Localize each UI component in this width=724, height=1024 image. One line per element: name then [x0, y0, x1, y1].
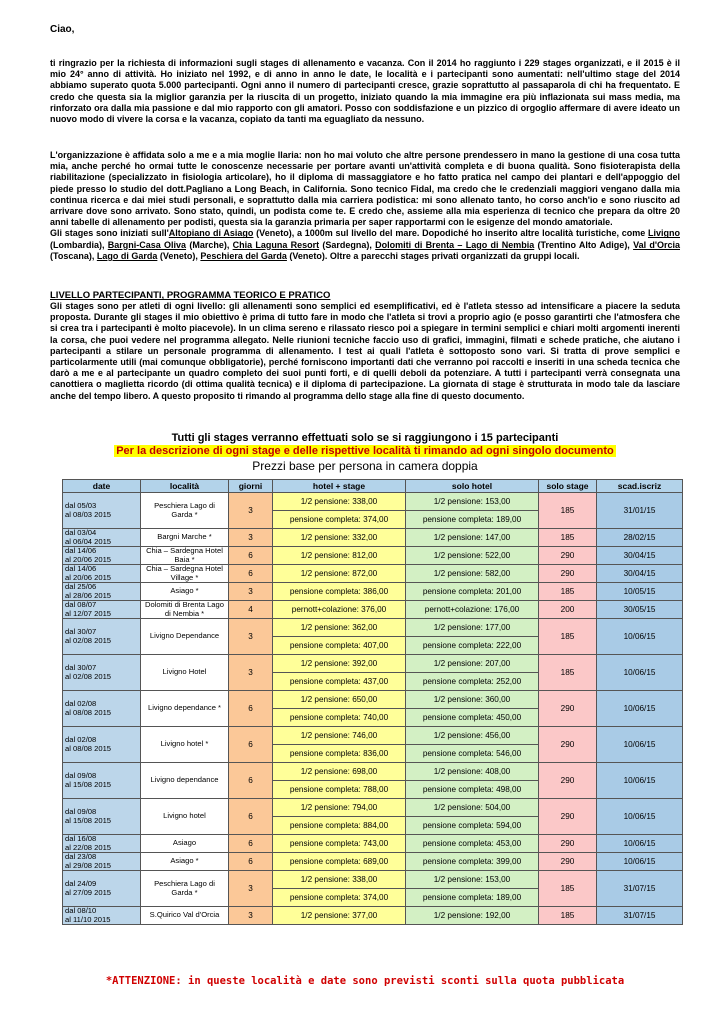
level-section-title: LIVELLO PARTECIPANTI, PROGRAMMA TEORICO E PRATICO	[50, 290, 331, 301]
registration-deadline: 10/06/15	[597, 799, 683, 835]
stage-days: 3	[229, 907, 273, 925]
stage-location: Peschiera Lago di Garda *	[141, 493, 229, 529]
column-header-stage-only: solo stage	[539, 480, 597, 493]
hotel-stage-price: 1/2 pensione: 338,00	[273, 493, 406, 511]
hotel-only-price: 1/2 pensione: 153,00	[406, 871, 539, 889]
organization-section	[50, 150, 680, 262]
locations-paragraph: Gli stages sono iniziati sull'Altopiano di Asiago (Veneto), a 1000m sul livello del mare. Dopodiché ho inserito altre località turistiche, come Livigno (Lombardia), Bargni-Casa Oliva (Marche), Chia Laguna Resort (Sardegna), Dolomiti di Brenta – Lago di Nembia (Trentino Alto Adige), Val d'Orcia (Toscana), Lago di Garda (Veneto), Peschiera del Garda (Veneto). Oltre a parecchi stages privati organizzati da gruppi locali.	[50, 228, 680, 261]
stage-days: 3	[229, 619, 273, 655]
stage-location: Livigno dependance	[141, 763, 229, 799]
stage-location: Livigno hotel *	[141, 727, 229, 763]
registration-deadline: 30/04/15	[597, 547, 683, 565]
hotel-only-price: pensione completa: 453,00	[406, 835, 539, 853]
table-header-row	[63, 480, 683, 493]
stage-location: Asiago	[141, 835, 229, 853]
hotel-only-price: 1/2 pensione: 456,00	[406, 727, 539, 745]
hotel-stage-price: 1/2 pensione: 332,00	[273, 529, 406, 547]
location-link-asiago[interactable]: Altopiano di Asiago	[168, 228, 254, 239]
hotel-stage-price: 1/2 pensione: 746,00	[273, 727, 406, 745]
hotel-stage-price: pensione completa: 374,00	[273, 511, 406, 529]
table-row	[63, 547, 683, 565]
stage-days: 6	[229, 853, 273, 871]
registration-deadline: 31/07/15	[597, 871, 683, 907]
stage-days: 4	[229, 601, 273, 619]
hotel-stage-price: pensione completa: 689,00	[273, 853, 406, 871]
stage-dates: dal 09/08 al 15/08 2015	[63, 763, 141, 799]
table-row	[63, 907, 683, 925]
intro-paragraph: ti ringrazio per la richiesta di informazioni sugli stages di allenamento e vacanza. Con il 2014 ho raggiunto i 229 stages organizzati, e il 2015 è il mio 24° anno di attività. Ho iniziato nel 1992, e di anno in anno le date, le località e i partecipanti sono aumentati: nell'ultimo stage del 2014 abbiamo superato quota 5.000 partecipanti. Ogni anno il numero di partecipanti cresce, grazie soprattutto al passaparola di chi ha frequentato. E credo che questa sia la miglior garanzia per la riuscita di un progetto, iniziato quando la mia immagine era più inflazionata sui mass media, ma rinforzato ora dalla mia passione e dal mio rapporto con gli amatori. Posso con soddisfazione e un pizzico di orgoglio affermare di avere ideato un nuovo modo di vivere la corsa e la vacanza, copiato da tanti ma eguagliato da nessuno.	[50, 58, 680, 125]
price-table-body	[63, 493, 683, 925]
hotel-only-price: 1/2 pensione: 153,00	[406, 493, 539, 511]
hotel-stage-price: 1/2 pensione: 872,00	[273, 565, 406, 583]
stage-days: 6	[229, 691, 273, 727]
registration-deadline: 31/01/15	[597, 493, 683, 529]
stage-dates: dal 08/07 al 12/07 2015	[63, 601, 141, 619]
stage-days: 6	[229, 799, 273, 835]
hotel-only-price: pensione completa: 201,00	[406, 583, 539, 601]
stage-only-price: 185	[539, 493, 597, 529]
hotel-stage-price: 1/2 pensione: 338,00	[273, 871, 406, 889]
stage-days: 3	[229, 655, 273, 691]
registration-deadline: 30/05/15	[597, 601, 683, 619]
min-participants-heading: Tutti gli stages verranno effettuati solo se si raggiungono i 15 partecipanti	[171, 432, 559, 444]
hotel-stage-price: 1/2 pensione: 812,00	[273, 547, 406, 565]
hotel-stage-price: 1/2 pensione: 650,00	[273, 691, 406, 709]
hotel-stage-price: 1/2 pensione: 392,00	[273, 655, 406, 673]
stage-only-price: 185	[539, 871, 597, 907]
stage-dates: dal 03/04 al 06/04 2015	[63, 529, 141, 547]
hotel-only-price: 1/2 pensione: 207,00	[406, 655, 539, 673]
stage-days: 6	[229, 727, 273, 763]
stage-dates: dal 16/08 al 22/08 2015	[63, 835, 141, 853]
stage-location: Dolomiti di Brenta Lago di Nembia *	[141, 601, 229, 619]
registration-deadline: 10/06/15	[597, 619, 683, 655]
stage-location: Livigno hotel	[141, 799, 229, 835]
table-row	[63, 835, 683, 853]
stage-dates: dal 05/03 al 08/03 2015	[63, 493, 141, 529]
hotel-stage-price: pensione completa: 788,00	[273, 781, 406, 799]
location-link-bargni[interactable]: Bargni-Casa Oliva	[107, 239, 187, 250]
hotel-stage-price: 1/2 pensione: 698,00	[273, 763, 406, 781]
location-link-peschiera[interactable]: Peschiera del Garda	[200, 250, 287, 261]
table-row	[63, 853, 683, 871]
organization-paragraph: L'organizzazione è affidata solo a me e a mia moglie Ilaria: non ho mai voluto che altre persone prendessero in mano la gestione di una cosa tutta mia, anche perché ho ormai tutte le conoscenze necessarie per portare avanti un'attività completa e di buona qualità. Sono fisioterapista della riabilitazione (specializzato in fisiologia articolare), ho il diploma di massaggiatore e ho fatto pratica nel campo dei plantari e dell'appoggio del piede presso lo studio del dott.Pagliano a Long Beach, in California. Sono tecnico Fidal, ma credo che le credenziali maggiori vengano dalla mia continua ricerca e dai miei studi personali, e soprattutto dalla mia carriera podistica: mi sono allenato tanto, ho corso anch'io e sono riuscito ad arrivare dove sono arrivato. Sono stato, quindi, un podista come te. E credo che, assieme alla mia esperienza di tecnico che prepara da oltre 20 anni tabelle di allenamento per podisti, questa sia la garanzia primaria per saper rapportarmi con le esigenze del mondo amatoriale.	[50, 150, 680, 228]
table-row	[63, 583, 683, 601]
stage-days: 6	[229, 763, 273, 799]
stage-dates: dal 08/10 al 11/10 2015	[63, 907, 141, 925]
hotel-stage-price: 1/2 pensione: 794,00	[273, 799, 406, 817]
stage-location: Bargni Marche *	[141, 529, 229, 547]
description-note-heading	[50, 445, 680, 457]
price-table	[62, 479, 683, 925]
hotel-stage-price: pernott+colazione: 376,00	[273, 601, 406, 619]
hotel-stage-price: pensione completa: 386,00	[273, 583, 406, 601]
column-header-days: giorni	[229, 480, 273, 493]
hotel-only-price: 1/2 pensione: 177,00	[406, 619, 539, 637]
stage-days: 6	[229, 835, 273, 853]
registration-deadline: 10/06/15	[597, 853, 683, 871]
stage-only-price: 185	[539, 655, 597, 691]
column-header-date: date	[63, 480, 141, 493]
stage-dates: dal 02/08 al 08/08 2015	[63, 727, 141, 763]
location-link-val-orcia[interactable]: Val d'Orcia	[633, 239, 680, 250]
stage-days: 3	[229, 529, 273, 547]
stage-location: Asiago *	[141, 583, 229, 601]
stage-only-price: 185	[539, 619, 597, 655]
registration-deadline: 10/06/15	[597, 655, 683, 691]
hotel-stage-price: pensione completa: 884,00	[273, 817, 406, 835]
hotel-only-price: 1/2 pensione: 192,00	[406, 907, 539, 925]
stage-only-price: 290	[539, 835, 597, 853]
hotel-only-price: 1/2 pensione: 408,00	[406, 763, 539, 781]
location-link-chia[interactable]: Chia Laguna Resort	[232, 239, 320, 250]
stage-only-price: 290	[539, 547, 597, 565]
location-link-livigno[interactable]: Livigno	[648, 228, 680, 239]
hotel-stage-price: pensione completa: 437,00	[273, 673, 406, 691]
column-header-location: località	[141, 480, 229, 493]
hotel-only-price: 1/2 pensione: 522,00	[406, 547, 539, 565]
registration-deadline: 30/04/15	[597, 565, 683, 583]
table-row	[63, 799, 683, 817]
hotel-stage-price: 1/2 pensione: 377,00	[273, 907, 406, 925]
registration-deadline: 10/06/15	[597, 763, 683, 799]
column-header-hotel-only: solo hotel	[406, 480, 539, 493]
discount-attention-note: *ATTENZIONE: in queste località e date sono previsti sconti sulla quota pubblicata	[105, 975, 625, 987]
hotel-only-price: 1/2 pensione: 147,00	[406, 529, 539, 547]
stage-only-price: 200	[539, 601, 597, 619]
stage-only-price: 290	[539, 565, 597, 583]
table-row	[63, 763, 683, 781]
stage-location: Livigno Dependance	[141, 619, 229, 655]
hotel-only-price: 1/2 pensione: 504,00	[406, 799, 539, 817]
hotel-only-price: pensione completa: 498,00	[406, 781, 539, 799]
stage-only-price: 185	[539, 529, 597, 547]
hotel-stage-price: pensione completa: 836,00	[273, 745, 406, 763]
hotel-stage-price: pensione completa: 740,00	[273, 709, 406, 727]
hotel-only-price: pensione completa: 189,00	[406, 889, 539, 907]
column-header-deadline: scad.iscriz	[597, 480, 683, 493]
stage-only-price: 290	[539, 727, 597, 763]
table-row	[63, 565, 683, 583]
stage-location: Chia – Sardegna Hotel Baia *	[141, 547, 229, 565]
stage-only-price: 290	[539, 763, 597, 799]
stage-days: 3	[229, 871, 273, 907]
stage-only-price: 290	[539, 691, 597, 727]
hotel-stage-price: pensione completa: 374,00	[273, 889, 406, 907]
registration-deadline: 31/07/15	[597, 907, 683, 925]
hotel-only-price: 1/2 pensione: 582,00	[406, 565, 539, 583]
stage-dates: dal 14/06 al 20/06 2015	[63, 547, 141, 565]
stage-location: S.Quirico Val d'Orcia	[141, 907, 229, 925]
stage-location: Asiago *	[141, 853, 229, 871]
location-link-dolomiti[interactable]: Dolomiti di Brenta – Lago di Nembia	[375, 239, 535, 250]
hotel-only-price: pensione completa: 594,00	[406, 817, 539, 835]
hotel-only-price: pensione completa: 450,00	[406, 709, 539, 727]
table-row	[63, 619, 683, 637]
stage-dates: dal 23/08 al 29/08 2015	[63, 853, 141, 871]
stage-dates: dal 30/07 al 02/08 2015	[63, 619, 141, 655]
stage-only-price: 185	[539, 583, 597, 601]
hotel-only-price: 1/2 pensione: 360,00	[406, 691, 539, 709]
table-row	[63, 691, 683, 709]
stage-only-price: 185	[539, 907, 597, 925]
hotel-only-price: pernott+colazione: 176,00	[406, 601, 539, 619]
stage-only-price: 290	[539, 853, 597, 871]
prices-heading: Prezzi base per persona in camera doppia	[252, 459, 478, 473]
table-row	[63, 871, 683, 889]
hotel-only-price: pensione completa: 222,00	[406, 637, 539, 655]
column-header-hotel-stage: hotel + stage	[273, 480, 406, 493]
registration-deadline: 10/06/15	[597, 835, 683, 853]
registration-deadline: 10/05/15	[597, 583, 683, 601]
stage-dates: dal 02/08 al 08/08 2015	[63, 691, 141, 727]
level-paragraph: Gli stages sono per atleti di ogni livello: gli allenamenti sono semplici ed esemplificativi, ed è l'atleta stesso ad intensificare a piacere la seduta proposta. Durante gli stages il mio obiettivo è prima di tutto fare in modo che l'atleta si trovi a proprio agio (e posso garantirti che l'atmosfera che si crea tra i partecipanti è molto piacevole). In un clima sereno e rilassato riesco poi a spiegare in termini semplici e chiari molti argomenti inerenti la corsa, che puoi vedere nel programma allegato. Nelle riunioni tecniche faccio uso di grafici, immagini, filmati e schede pratiche, che aiutano i partecipanti a stilare un personale programma di allenamento. I test ai quali l'atleta è sottoposto sono vari. Si tratta di prove semplici e particolarmente utili (mai comunque obbligatorie), perché forniscono importanti dati che verranno poi raccolti e inseriti in una scheda tecnica che darò a me e al partecipante un quadro completo dei suoi punti forti, e di quelli deboli da potenziare. A tutti i partecipanti verrà consegnata una canottiera o maglietta ricordo (di ottima qualità tecnica) e il diploma di partecipazione. La giornata di stage è strutturata in modo tale da lasciare anche del tempo libero. A questo proposito ti rimando al programma dello stage alla fine di questo documento.	[50, 301, 680, 401]
hotel-only-price: pensione completa: 399,00	[406, 853, 539, 871]
stage-days: 6	[229, 565, 273, 583]
registration-deadline: 10/06/15	[597, 691, 683, 727]
hotel-only-price: pensione completa: 546,00	[406, 745, 539, 763]
stage-location: Livigno dependance *	[141, 691, 229, 727]
table-row	[63, 655, 683, 673]
hotel-stage-price: 1/2 pensione: 362,00	[273, 619, 406, 637]
table-row	[63, 529, 683, 547]
stage-days: 6	[229, 547, 273, 565]
stage-dates: dal 25/06 al 28/06 2015	[63, 583, 141, 601]
stage-only-price: 290	[539, 799, 597, 835]
highlighted-note: Per la descrizione di ogni stage e delle rispettive località ti rimando ad ogni singolo documento	[116, 445, 614, 457]
table-row	[63, 601, 683, 619]
stage-location: Chia – Sardegna Hotel Village *	[141, 565, 229, 583]
stage-dates: dal 09/08 al 15/08 2015	[63, 799, 141, 835]
greeting: Ciao,	[50, 24, 75, 35]
registration-deadline: 10/06/15	[597, 727, 683, 763]
table-row	[63, 727, 683, 745]
stage-days: 3	[229, 583, 273, 601]
hotel-stage-price: pensione completa: 743,00	[273, 835, 406, 853]
hotel-stage-price: pensione completa: 407,00	[273, 637, 406, 655]
table-row	[63, 493, 683, 511]
stage-days: 3	[229, 493, 273, 529]
stage-dates: dal 14/06 al 20/06 2015	[63, 565, 141, 583]
stage-dates: dal 30/07 al 02/08 2015	[63, 655, 141, 691]
location-link-lago-garda[interactable]: Lago di Garda	[96, 250, 158, 261]
stage-dates: dal 24/09 al 27/09 2015	[63, 871, 141, 907]
hotel-only-price: pensione completa: 189,00	[406, 511, 539, 529]
stage-location: Livigno Hotel	[141, 655, 229, 691]
stage-location: Peschiera Lago di Garda *	[141, 871, 229, 907]
registration-deadline: 28/02/15	[597, 529, 683, 547]
hotel-only-price: pensione completa: 252,00	[406, 673, 539, 691]
